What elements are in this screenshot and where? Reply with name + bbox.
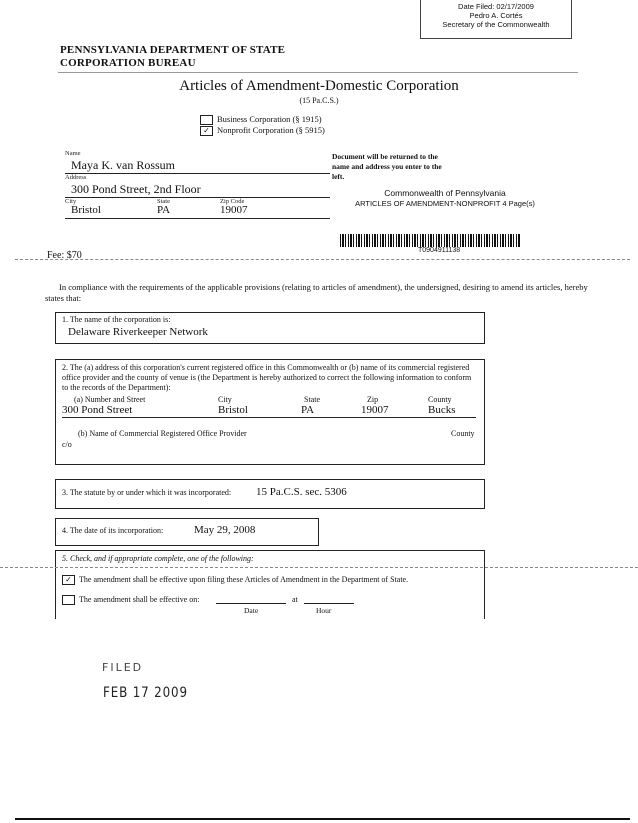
- address-label: Address: [65, 174, 87, 181]
- section-3-box: [55, 479, 485, 509]
- secretary-name: Pedro A. Cortés: [469, 11, 523, 20]
- return-note: Document will be returned to the name and address you enter to the left.: [332, 152, 442, 181]
- date-filed: Date Filed: 02/17/2009: [458, 2, 534, 11]
- filing-stamp: [420, 0, 572, 39]
- county-label: County: [428, 395, 452, 404]
- street-label: (a) Number and Street: [74, 395, 146, 404]
- zip-value[interactable]: 19007: [220, 204, 248, 216]
- effective-upon-filing-checkbox[interactable]: ✓: [62, 575, 75, 585]
- effective-on-checkbox[interactable]: [62, 595, 75, 605]
- address-value[interactable]: 300 Pond Street, 2nd Floor: [71, 182, 201, 196]
- registered-street[interactable]: 300 Pond Street: [62, 404, 133, 416]
- received-stamp-date: FEB 17 2009: [103, 685, 188, 701]
- city-value[interactable]: Bristol: [71, 204, 101, 216]
- form-statute: (15 Pa.C.S.): [299, 96, 339, 105]
- date-label: Date: [244, 606, 259, 615]
- bottom-rule: [15, 818, 630, 820]
- section-4-box: [55, 518, 319, 546]
- effective-upon-filing-option[interactable]: [62, 575, 408, 585]
- section-2-text: 2. The (a) address of this corporation's current registered office in this Commonwealth or (b) name of its commercial registered office provider and the county of venue is (the Department is hereby authorized to correct the following information to conform to the records of the Department):: [62, 363, 472, 392]
- intro-paragraph: In compliance with the requirements of the applicable provisions (relating to articles of amendment), the undersigned, desiring to amend its articles, hereby states that:: [45, 282, 588, 303]
- bureau-name: CORPORATION BUREAU: [60, 57, 196, 69]
- state-label: State: [157, 198, 170, 205]
- corporation-type-options: [200, 114, 325, 136]
- registered-county[interactable]: Bucks: [428, 404, 456, 416]
- name-value[interactable]: Maya K. van Rossum: [71, 158, 175, 172]
- name-rule: [65, 173, 330, 174]
- nonprofit-corporation-label: Nonprofit Corporation (§ 5915): [217, 125, 325, 136]
- registered-city[interactable]: Bristol: [218, 404, 248, 416]
- incorporation-date[interactable]: May 29, 2008: [194, 524, 256, 536]
- date-line: [216, 603, 286, 604]
- barcode-number: T0904911138: [418, 247, 461, 254]
- department-name: PENNSYLVANIA DEPARTMENT OF STATE: [60, 44, 286, 56]
- form-title: Articles of Amendment-Domestic Corporation: [179, 78, 459, 94]
- corporation-name[interactable]: Delaware Riverkeeper Network: [68, 326, 208, 338]
- business-corporation-option[interactable]: [200, 114, 325, 125]
- section-2-rule: [62, 417, 476, 418]
- state-value[interactable]: PA: [157, 204, 171, 216]
- city-rule: [65, 218, 330, 219]
- business-corporation-label: Business Corporation (§ 1915): [217, 114, 322, 124]
- cro-county-label: County: [451, 429, 475, 438]
- zip-label: Zip Code: [220, 198, 245, 205]
- at-label: at: [292, 595, 298, 604]
- business-checkbox[interactable]: [200, 115, 213, 125]
- incorporation-statute[interactable]: 15 Pa.C.S. sec. 5306: [256, 486, 347, 498]
- nonprofit-corporation-option[interactable]: [200, 125, 325, 136]
- filing-label-line1: Commonwealth of Pennsylvania: [384, 188, 506, 198]
- section-2-box: [55, 359, 485, 465]
- state-label-2: State: [304, 395, 320, 404]
- section-1-label: 1. The name of the corporation is:: [62, 315, 171, 324]
- registered-state[interactable]: PA: [301, 404, 315, 416]
- section-5-label: 5. Check, and if appropriate complete, one of the following:: [62, 554, 254, 563]
- section-5-dashed-rule: [0, 567, 638, 568]
- return-address-block: [65, 150, 330, 218]
- section-5-box: [55, 550, 485, 619]
- filing-label-line2: ARTICLES OF AMENDMENT-NONPROFIT 4 Page(s): [355, 199, 535, 208]
- section-3-label: 3. The statute by or under which it was incorporated:: [62, 488, 232, 497]
- hour-label: Hour: [316, 606, 332, 615]
- city-label-2: City: [218, 395, 232, 404]
- name-label: Name: [65, 150, 81, 157]
- care-of: c/o: [62, 440, 72, 449]
- address-rule: [65, 197, 330, 198]
- section-4-label: 4. The date of its incorporation:: [62, 526, 164, 535]
- hour-line: [304, 603, 354, 604]
- effective-on-option[interactable]: [62, 595, 199, 605]
- effective-upon-filing-label: The amendment shall be effective upon filing these Articles of Amendment in the Department of State.: [79, 575, 409, 584]
- secretary-title: Secretary of the Commonwealth: [442, 20, 550, 29]
- header-rule: [58, 72, 578, 73]
- cro-provider-label: (b) Name of Commercial Registered Office Provider: [78, 429, 247, 438]
- department-header: [60, 44, 285, 70]
- registered-zip[interactable]: 19007: [361, 404, 389, 416]
- barcode: [340, 234, 520, 247]
- effective-on-label: The amendment shall be effective on:: [79, 595, 200, 604]
- nonprofit-checkbox[interactable]: ✓: [200, 126, 213, 136]
- zip-label-2: Zip: [367, 395, 379, 404]
- received-stamp-filed: FILED: [102, 661, 144, 674]
- city-label: City: [65, 198, 77, 205]
- fee-rule: [15, 259, 630, 260]
- fee: Fee: $70: [47, 250, 82, 261]
- section-1-box: [55, 312, 485, 344]
